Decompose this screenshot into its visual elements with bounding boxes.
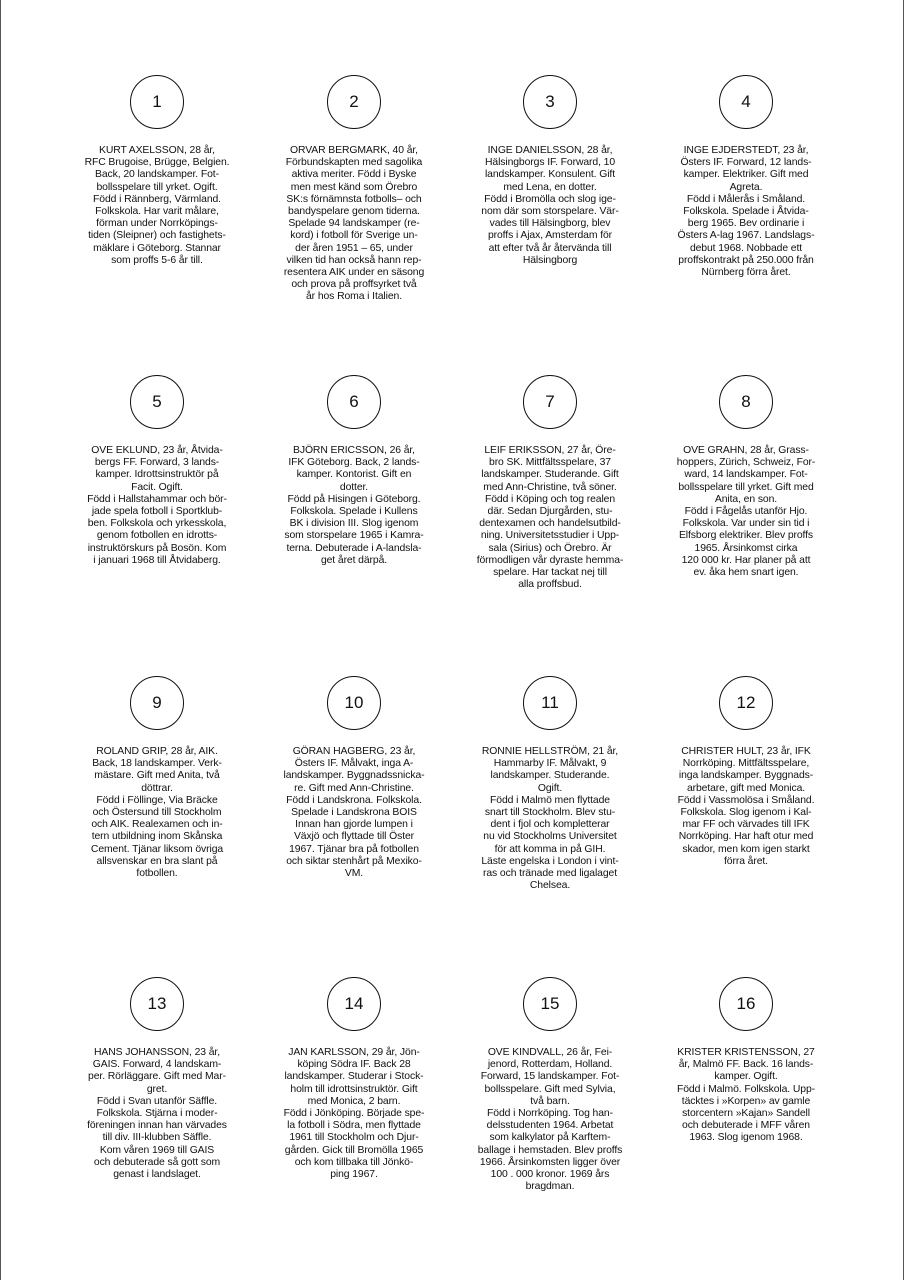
player-bio: OVE KINDVALL, 26 år, Fei- jenord, Rotterdam, Holland. Forward, 15 landskamper. Fot- bollsspelare. Gift med Sylvia, två barn. Född i Norrköping. Tog han- delsstudenten 1964. Arbetat som kalkylator på Karftem- ballage i hemstaden. Blev proffs 1966. Årsinkomsten ligger över 100 . 000 kronor. 1969 års bragdman. [477, 1047, 623, 1193]
player-card-13 [64, 977, 250, 1181]
player-number-circle: 1 [130, 75, 184, 129]
player-card-9 [64, 676, 250, 880]
player-card-16 [653, 977, 839, 1145]
player-card-5 [64, 375, 250, 567]
player-bio: OVE GRAHN, 28 år, Grass- hoppers, Zürich, Schweiz, For- ward, 14 landskamper. Fot- bollsspelare till yrket. Gift med Anita, en son. Född i Fågelås utanför Hjo. Folkskola. Var under sin tid i Elfsborg elektriker. Blev proffs 1965. Årsinkomst cirka 120 000 kr. Har planer på att ev. åka hem snart igen. [676, 445, 816, 579]
player-number-circle: 11 [523, 676, 577, 730]
player-number-circle: 16 [719, 977, 773, 1031]
player-card-14 [261, 977, 447, 1181]
player-card-11 [457, 676, 643, 892]
player-number-circle: 14 [327, 977, 381, 1031]
player-card-1 [64, 75, 250, 267]
player-card-3 [457, 75, 643, 267]
player-bio: LEIF ERIKSSON, 27 år, Öre- bro SK. Mittfältsspelare, 37 landskamper. Studerande. Gift med Ann-Christine, två söner. Född i Köping och tog realen där. Sedan Djurgården, stu- dentexamen och handelsutbild- ning. Universitetsstudier i Upp- sala (Sirius) och Örebro. Är förmodligen vår dyraste hemma- spelare. Har tackat nej till alla proffsbud. [476, 445, 624, 591]
player-card-6 [261, 375, 447, 567]
player-bio: CHRISTER HULT, 23 år, IFK Norrköping. Mittfältsspelare, inga landskamper. Byggnads- arbetare, gift med Monica. Född i Vassmolösa i Småland. Folkskola. Slog igenom i Kal- mar FF och värvades till IFK Norrköping. Har haft otur med skador, men kom igen starkt förra året. [677, 746, 815, 867]
player-number-circle: 15 [523, 977, 577, 1031]
player-bio: HANS JOHANSSON, 23 år, GAIS. Forward, 4 landskam- per. Rörläggare. Gift med Mar- gret. Född i Svan utanför Säffle. Folkskola. Stjärna i moder- föreningen innan han värvades till div. III-klubben Säffle. Kom våren 1969 till GAIS och debuterade så gott som genast i landslaget. [87, 1047, 227, 1181]
player-number-circle: 2 [327, 75, 381, 129]
player-card-15 [457, 977, 643, 1193]
player-bio: JAN KARLSSON, 29 år, Jön- köping Södra IF. Back 28 landskamper. Studerar i Stock- holm till idrottsinstruktör. Gift med Monica, 2 barn. Född i Jönköping. Började spe- la fotboll i Södra, men flyttade 1961 till Stockholm och Djur- gården. Gick till Bromölla 1965 och kom tillbaka till Jönkö- ping 1967. [283, 1047, 425, 1181]
player-card-4 [653, 75, 839, 279]
player-number-circle: 9 [130, 676, 184, 730]
player-number-circle: 12 [719, 676, 773, 730]
player-bio: KURT AXELSSON, 28 år, RFC Brugoise, Brügge, Belgien. Back, 20 landskamper. Fot- bollsspelare till yrket. Ogift. Född i Rännberg, Värmland. Folkskola. Har varit målare, förman under Norrköpings- tiden (Sleipner) och fastighets- mäklare i Göteborg. Stannar som proffs 5-6 år till. [84, 145, 230, 266]
player-bio: ORVAR BERGMARK, 40 år, Förbundskapten med sagolika aktiva meriter. Född i Byske men mest känd som Örebro SK:s förnämnsta fotbolls– och bandyspelare genom tiderna. Spelade 94 landskamper (re- kord) i fotboll för Sverige un- der åren 1951 – 65, under vilken tid han också hann rep- resentera AIK under en säsong och prova på proffsyrket två år hos Roma i Italien. [283, 145, 425, 303]
player-bio: INGE EJDERSTEDT, 23 år, Östers IF. Forward, 12 lands- kamper. Elektriker. Gift med Agreta. Född i Målerås i Småland. Folkskola. Spelade i Åtvida- berg 1965. Bev ordinarie i Östers A-lag 1967. Landslags- debut 1968. Nobbade ett proffskontrakt på 250.000 från Nürnberg förra året. [677, 145, 815, 279]
player-number-circle: 4 [719, 75, 773, 129]
player-bio: OVE EKLUND, 23 år, Åtvida- bergs FF. Forward, 3 lands- kamper. Idrottsinstruktör på Facit. Ogift. Född i Hallstahammar och bör- jade spela fotboll i Sportklub- ben. Folkskola och yrkesskola, genom fotbollen en idrotts- instruktörskurs på Bosön. Kom i januari 1968 till Åtvidaberg. [87, 445, 227, 566]
player-number-circle: 7 [523, 375, 577, 429]
player-bio: RONNIE HELLSTRÖM, 21 år, Hammarby IF. Målvakt, 9 landskamper. Studerande. Ogift. Född i Malmö men flyttade snart till Stockholm. Blev stu- dent i fjol och kompletterar nu vid Stockholms Universitet för att komma in på GIH. Läste engelska i London i vint- ras och tränade med ligalaget Chelsea. [481, 746, 619, 892]
player-card-8 [653, 375, 839, 579]
player-card-12 [653, 676, 839, 868]
player-bio: KRISTER KRISTENSSON, 27 år, Malmö FF. Back. 16 lands- kamper. Ogift. Född i Malmö. Folkskola. Upp- täcktes i »Korpen» av gamle storcentern »Kajan» Sandell och debuterade i MFF våren 1963. Slog igenom 1968. [677, 1047, 815, 1144]
player-bio: BJÖRN ERICSSON, 26 år, IFK Göteborg. Back, 2 lands- kamper. Kontorist. Gift en dotter. Född på Hisingen i Göteborg. Folkskola. Spelade i Kullens BK i division III. Slog igenom som storspelare 1965 i Kamra- terna. Debuterade i A-landsla- get året därpå. [284, 445, 424, 566]
player-number-circle: 10 [327, 676, 381, 730]
player-number-circle: 3 [523, 75, 577, 129]
player-number-circle: 6 [327, 375, 381, 429]
player-number-circle: 8 [719, 375, 773, 429]
player-card-7 [457, 375, 643, 591]
player-card-2 [261, 75, 447, 304]
player-bio: ROLAND GRIP, 28 år, AIK. Back, 18 landskamper. Verk- mästare. Gift med Anita, två döttrar. Född i Föllinge, Via Bräcke och Östersund till Stockholm och AIK. Realexamen och in- tern utbildning inom Skånska Cement. Tjänar liksom övriga allsvenskar en bra slant på fotbollen. [90, 746, 224, 880]
page-edge-left [0, 0, 1, 1280]
player-bio: GÖRAN HAGBERG, 23 år, Östers IF. Målvakt, inga A- landskamper. Byggnadssnicka- re. Gift med Ann-Christine. Född i Landskrona. Folkskola. Spelade i Landskrona BOIS Innan han gjorde lumpen i Växjö och flyttade till Öster 1967. Tjänar bra på fotbollen och siktar stenhårt på Mexiko- VM. [283, 746, 425, 880]
player-card-10 [261, 676, 447, 880]
player-number-circle: 13 [130, 977, 184, 1031]
player-bio: INGE DANIELSSON, 28 år, Hälsingborgs IF. Forward, 10 landskamper. Konsulent. Gift med Lena, en dotter. Född i Bromölla och slog ige- nom där som storspelare. Vär- vades till Hälsingborg, blev proffs i Ajax, Amsterdam för att efter två år återvända till Hälsingborg [481, 145, 619, 266]
player-number-circle: 5 [130, 375, 184, 429]
